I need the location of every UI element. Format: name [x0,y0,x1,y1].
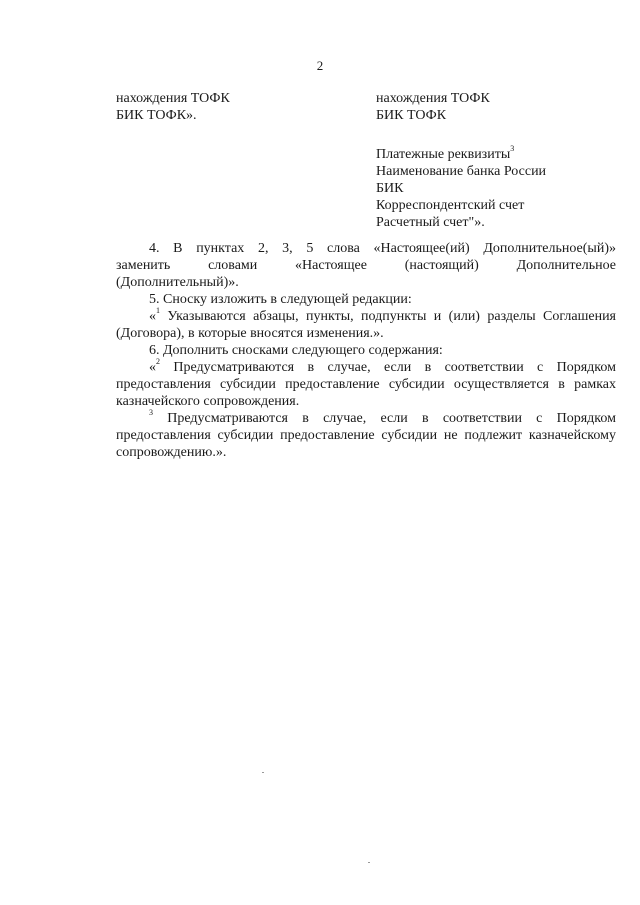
payment-details-heading [376,146,616,163]
scan-speck [368,862,370,863]
paragraph-6-footnote-3 [116,410,616,461]
left-column [116,90,346,124]
paragraph-6-footnote-2 [116,359,616,410]
settlement-account-line: Расчетный счет"». [376,215,485,230]
paragraph-5-footnote [116,308,616,342]
footnote-ref-2: 2 [156,357,160,367]
footnote-1-text: Указываются абзацы, пункты, подпункты и (или) разделы Соглашения (Договора), в которые вносятся изменения.». [116,309,616,341]
paragraph-6-title: 6. Дополнить сносками следующего содержания: [149,343,443,358]
page-number: 2 [316,58,324,73]
footnote-ref-3-body: 3 [149,408,153,418]
spacer [376,124,616,146]
paragraph-4-line-1: 4. В пунктах 2, 3, 5 слова «Настоящее(ий) Дополнительное(ый)» [149,241,616,256]
left-line-bik: БИК ТОФК». [116,108,197,123]
bik-line: БИК [376,181,404,196]
quote-open: « [149,309,156,324]
footnote-ref-3: 3 [510,144,515,154]
paragraph-4-line-3: (Дополнительный)». [116,275,239,290]
quote-open: « [149,360,156,375]
corr-account-line: Корреспондентский счет [376,198,525,213]
footnote-ref-1: 1 [156,306,160,316]
footnote-3-text: Предусматриваются в случае, если в соответствии с Порядком предоставления субсидии предоставление субсидии не подлежит казначейскому сопровождению.». [116,411,616,460]
payment-details-label: Платежные реквизиты [376,147,511,162]
scan-speck [262,772,264,773]
paragraph-4-line-2: заменить словами «Настоящее (настоящий) Дополнительное [116,258,616,273]
right-line-location: нахождения ТОФК [376,91,490,106]
footnote-2-text: Предусматриваются в случае, если в соответствии с Порядком предоставления субсидии предоставление субсидии осуществляется в рамках казначейского сопровождения. [116,360,616,409]
document-body [116,240,616,461]
left-line-location: нахождения ТОФК [116,91,230,106]
paragraph-5-title: 5. Сноску изложить в следующей редакции: [149,292,412,307]
right-column [376,90,616,231]
right-line-bik: БИК ТОФК [376,108,447,123]
bank-name-line: Наименование банка России [376,164,547,179]
